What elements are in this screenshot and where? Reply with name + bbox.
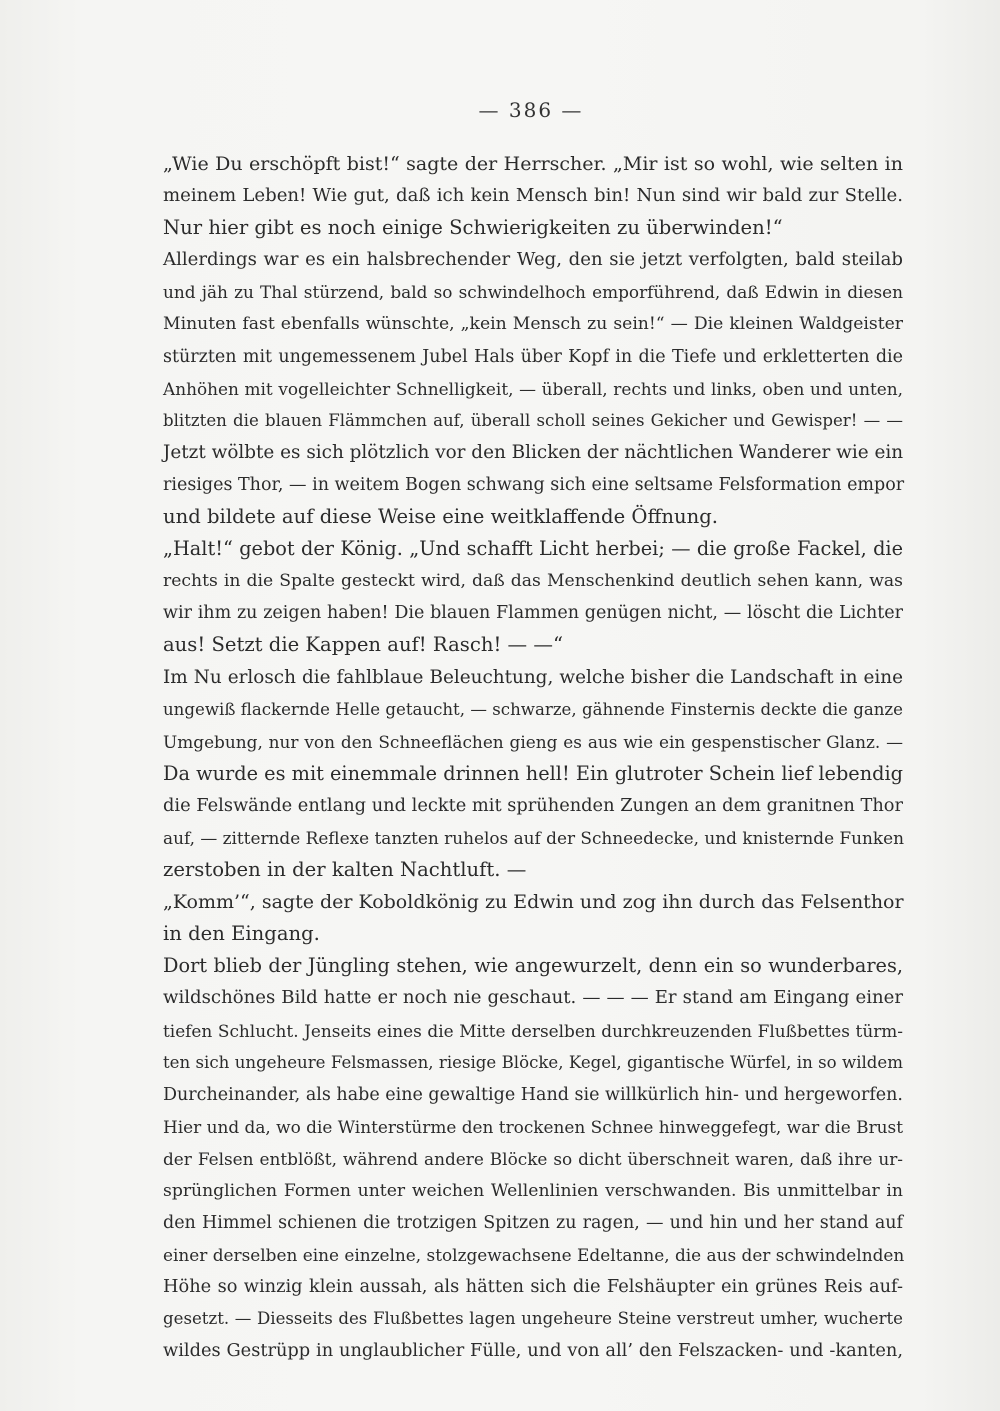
text-line: riesiges Thor, — in weitem Bogen schwang sich eine seltsame Felsformation empor — [163, 474, 905, 495]
text-line: auf, — zitternde Reflexe tanzten ruhelos auf der Schneedecke, und knisternde Funken — [163, 827, 905, 848]
text-line: „Wie Du erschöpft bist!“ sagte der Herrscher. „Mir ist so wohl, wie selten in — [163, 153, 903, 175]
text-line: die Felswände entlang und leckte mit sprühenden Zungen an dem granitnen Thor — [163, 794, 903, 816]
text-line: meinem Leben! Wie gut, daß ich kein Mensch bin! Nun sind wir bald zur Stelle. — [163, 185, 903, 207]
text-line: blitzten die blauen Flämmchen auf, überall scholl seines Gekicher und Gewisper! — — — [163, 410, 903, 430]
text-line: „Komm’“, sagte der Koboldkönig zu Edwin und zog ihn durch das Felsenthor — [163, 891, 904, 914]
text-line: Hier und da, wo die Winterstürme den trockenen Schnee hinweggefegt, war die Brust — [163, 1116, 903, 1137]
text-line: wir ihm zu zeigen haben! Die blauen Flammen genügen nicht, — löscht die Lichter — [163, 603, 903, 624]
text-line: Anhöhen mit vogelleichter Schnelligkeit, — überall, rechts und links, oben und unten, — [163, 378, 903, 399]
text-line: Im Nu erlosch die fahlblaue Beleuchtung, welche bisher die Landschaft in eine — [163, 666, 903, 688]
text-line: aus! Setzt die Kappen auf! Rasch! — —“ — [163, 633, 563, 657]
page-number: — 386 — — [478, 98, 584, 122]
text-line: ungewiß flackernde Helle getaucht, — schwarze, gähnende Finsternis deckte die ganze — [163, 699, 903, 719]
text-line: wildschönes Bild hatte er noch nie geschaut. — — — Er stand am Eingang einer — [163, 987, 903, 1009]
text-line: sprünglichen Formen unter weichen Wellenlinien verschwanden. Bis unmittelbar in — [163, 1181, 903, 1201]
text-line: ten sich ungeheure Felsmassen, riesige Blöcke, Kegel, gigantische Würfel, in so wildem — [163, 1052, 903, 1072]
text-line: in den Eingang. — [163, 922, 320, 946]
text-line: Minuten fast ebenfalls wünschte, „kein Mensch zu sein!“ — Die kleinen Waldgeister — [163, 314, 903, 335]
text-line: der Felsen entblößt, während andere Blöcke so dicht überschneit waren, daß ihre ur- — [163, 1148, 903, 1169]
text-line: den Himmel schienen die trotzigen Spitzen zu ragen, — und hin und her stand auf — [163, 1213, 903, 1234]
text-line: Umgebung, nur von den Schneeflächen gieng es aus wie ein gespenstischer Glanz. — — [163, 731, 903, 752]
text-line: gesetzt. — Diesseits des Flußbettes lagen ungeheure Steine verstreut umher, wucherte — [163, 1309, 903, 1329]
text-line: Dort blieb der Jüngling stehen, wie angewurzelt, denn ein so wunderbares, — [163, 954, 903, 978]
text-line: und jäh zu Thal stürzend, bald so schwindelhoch emporführend, daß Edwin in diesen — [163, 282, 903, 303]
text-line: „Halt!“ gebot der König. „Und schafft Licht herbei; — die große Fackel, die — [163, 537, 903, 561]
body-text — [163, 148, 903, 1368]
text-line: stürzten mit ungemessenem Jubel Hals über Kopf in die Tiefe und erkletterten die — [163, 346, 903, 367]
text-line: Höhe so winzig klein aussah, als hätten sich die Felshäupter ein grünes Reis auf- — [163, 1276, 903, 1298]
text-line: wildes Gestrüpp in unglaublicher Fülle, und von all’ den Felszacken- und -kanten, — [163, 1340, 903, 1362]
text-line: Nur hier gibt es noch einige Schwierigkeiten zu überwinden!“ — [163, 216, 783, 240]
text-line: Allerdings war es ein halsbrechender Weg, den sie jetzt verfolgten, bald steilab — [163, 249, 903, 271]
text-line: rechts in die Spalte gesteckt wird, daß das Menschenkind deutlich sehen kann, was — [163, 571, 903, 592]
text-line: Durcheinander, als habe eine gewaltige Hand sie willkürlich hin- und hergeworfen. — [163, 1084, 903, 1105]
text-line: tiefen Schlucht. Jenseits eines die Mitte derselben durchkreuzenden Flußbettes türm- — [163, 1020, 903, 1041]
text-line: Da wurde es mit einemmale drinnen hell! Ein glutroter Schein lief lebendig — [163, 761, 903, 785]
text-line: zerstoben in der kalten Nachtluft. — — [163, 858, 527, 882]
text-line: Jetzt wölbte es sich plötzlich vor den Blicken der nächtlichen Wanderer wie ein — [163, 441, 904, 463]
text-line: und bildete auf diese Weise eine weitklaffende Öffnung. — [163, 505, 719, 529]
text-line: einer derselben eine einzelne, stolzgewachsene Edeltanne, die aus der schwindelnden — [163, 1245, 905, 1266]
